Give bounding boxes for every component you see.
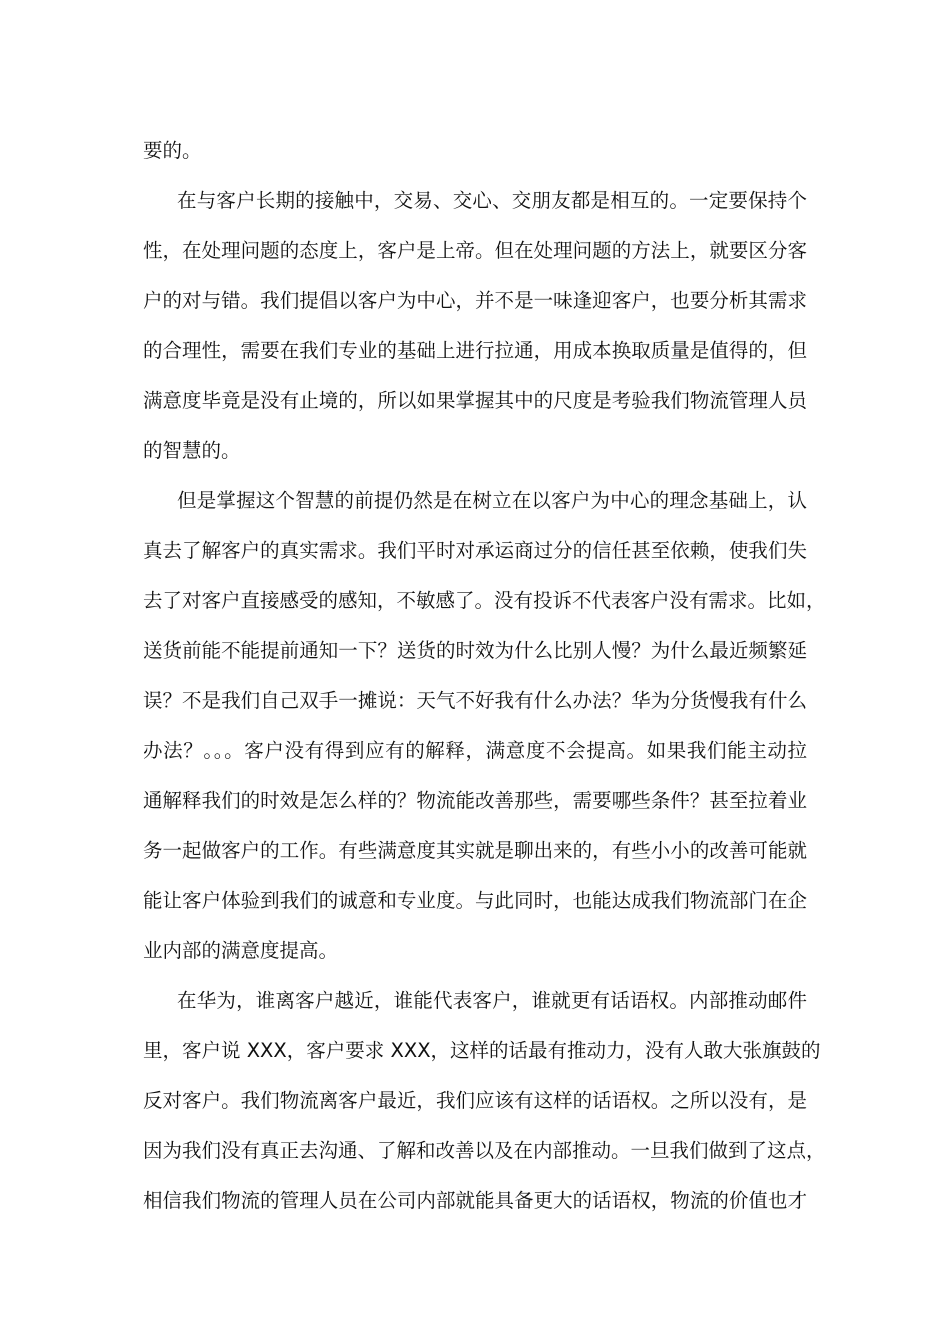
text-line: 真去了解客户的真实需求。我们平时对承运商过分的信任甚至依赖，使我们失 [143,539,807,562]
text-line: 在与客户长期的接触中，交易、交心、交朋友都是相互的。一定要保持个 [177,189,807,212]
text-line: 通解释我们的时效是怎么样的？物流能改善那些，需要哪些条件？甚至拉着业 [143,789,807,812]
text-line: 性，在处理问题的态度上，客户是上帝。但在处理问题的方法上，就要区分客 [143,239,807,262]
text-line: 能让客户体验到我们的诚意和专业度。与此同时，也能达成我们物流部门在企 [143,889,807,912]
text-line: 务一起做客户的工作。有些满意度其实就是聊出来的，有些小小的改善可能就 [143,839,807,862]
text-line: 满意度毕竟是没有止境的，所以如果掌握其中的尺度是考验我们物流管理人员 [143,389,807,412]
text-line: 办法？。。。客户没有得到应有的解释，满意度不会提高。如果我们能主动拉 [143,739,807,762]
text-line: 要的。 [143,139,202,162]
text-line: 的合理性，需要在我们专业的基础上进行拉通，用成本换取质量是值得的，但 [143,339,807,362]
text-line: 户的对与错。我们提倡以客户为中心，并不是一味逢迎客户，也要分析其需求 [143,289,807,312]
text-line: 因为我们没有真正去沟通、了解和改善以及在内部推动。一旦我们做到了这点， [143,1139,826,1162]
text-line: 但是掌握这个智慧的前提仍然是在树立在以客户为中心的理念基础上，认 [177,489,807,512]
text-line: 反对客户。我们物流离客户最近，我们应该有这样的话语权。之所以没有，是 [143,1089,807,1112]
text-line: 里，客户说 XXX，客户要求 XXX，这样的话最有推动力，没有人敢大张旗鼓的 [143,1039,821,1062]
body-text [143,126,826,1226]
text-line: 送货前能不能提前通知一下？送货的时效为什么比别人慢？为什么最近频繁延 [143,639,807,662]
text-line: 业内部的满意度提高。 [143,939,339,962]
text-line: 去了对客户直接感受的感知，不敏感了。没有投诉不代表客户没有需求。比如， [143,589,826,612]
text-line: 误？不是我们自己双手一摊说：天气不好我有什么办法？华为分货慢我有什么 [143,689,807,712]
text-line: 的智慧的。 [143,439,241,462]
text-line: 相信我们物流的管理人员在公司内部就能具备更大的话语权，物流的价值也才 [143,1189,807,1212]
text-line: 在华为，谁离客户越近，谁能代表客户，谁就更有话语权。内部推动邮件 [177,989,807,1012]
